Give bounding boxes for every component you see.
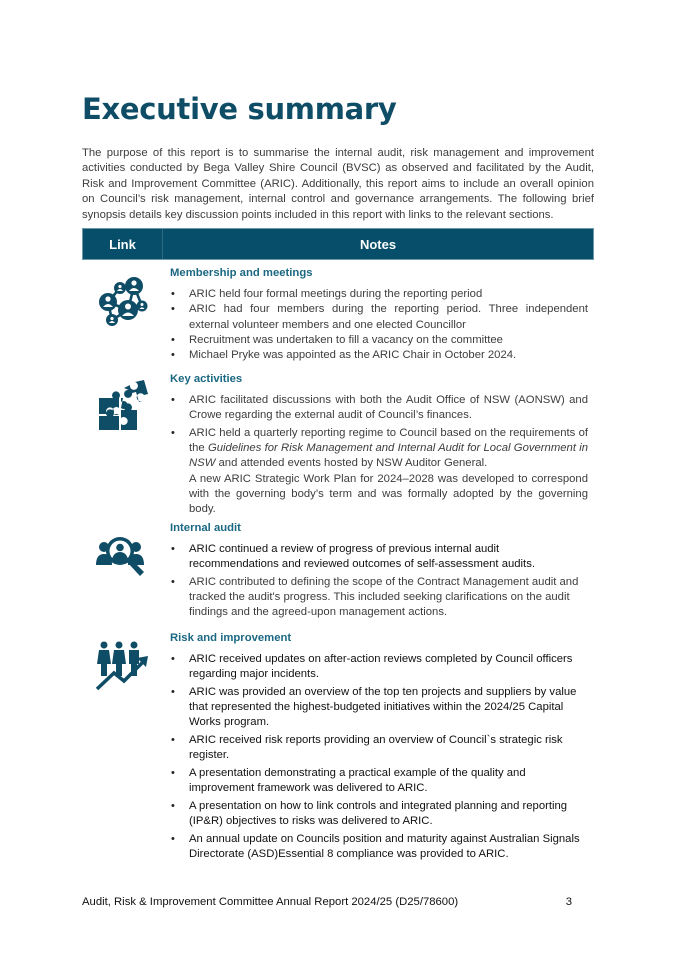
bullet-continuation: A new ARIC Strategic Work Plan for 2024–2028 was developed to correspond with the governing body’s term and was formally adopted by the governing body.	[189, 472, 588, 516]
footer-document-title: Audit, Risk & Improvement Committee Annual Report 2024/25 (D25/78600)	[82, 896, 459, 908]
guidelines-title: Guidelines for Risk Management and Internal Audit for Local Government in NSW	[189, 442, 589, 470]
bullet-text-post: and attended events hosted by NSW Auditor General.	[215, 457, 488, 470]
page-footer	[82, 896, 572, 908]
page-title: Executive summary	[82, 92, 397, 126]
section-link-key-activities[interactable]: Key activities	[170, 373, 243, 385]
people-search-icon[interactable]	[94, 529, 150, 585]
page-number: 3	[565, 896, 572, 908]
intro-paragraph: The purpose of this report is to summarise the internal audit, risk management and improvement activities conducted by Bega Valley Shire Council (BVSC) as observed and facilitated by the Audit, Risk and Improvement Committee (ARIC). Additionally, this report aims to include an overall opinion on Council’s risk management, internal control and governance arrangements. The following brief synopsis details key discussion points included in this report with links to the relevant sections.	[82, 147, 594, 221]
bullet-item: • ARIC held four formal meetings during the reporting period	[170, 287, 588, 302]
bullet-item: • ARIC contributed to defining the scope of the Contract Management audit and tracked the audit's progress. This included seeking clarifications on the audit findings and the agreed-upon management actions.	[170, 575, 588, 621]
bullet-item: • ARIC was provided an overview of the top ten projects and suppliers by value that represented the highest-budgeted initiatives within the 2024/25 Capital Works program.	[170, 685, 588, 731]
team-growth-arrow-icon[interactable]	[94, 639, 150, 695]
notes-risk-improvement	[170, 631, 588, 865]
section-link-membership[interactable]: Membership and meetings	[170, 267, 313, 279]
bullet-text-pre: ARIC held a quarterly reporting regime to Council based on the requirements of the	[189, 426, 588, 455]
bullet-item: • Michael Pryke was appointed as the ARIC Chair in October 2024.	[170, 348, 588, 363]
notes-internal-audit	[170, 521, 588, 623]
notes-key-activities	[170, 372, 588, 520]
bullet-item: • ARIC facilitated discussions with both the Audit Office of NSW (AONSW) and Crowe regarding the external audit of Council’s finances.	[170, 393, 588, 424]
puzzle-pieces-icon[interactable]	[94, 380, 150, 436]
column-header-link: Link	[83, 229, 163, 259]
bullet-item: • ARIC received risk reports providing an overview of Council`s strategic risk register.	[170, 733, 588, 764]
column-header-notes: Notes	[359, 236, 397, 252]
bullet-item: • ARIC received updates on after-action reviews completed by Council officers regarding major incidents.	[170, 652, 588, 683]
bullet-item: • A presentation on how to link controls and integrated planning and reporting (IP&R) objectives to risks was delivered to ARIC.	[170, 799, 588, 830]
section-link-internal-audit[interactable]: Internal audit	[170, 522, 241, 534]
notes-membership	[170, 266, 588, 363]
bullet-item: • Recruitment was undertaken to fill a vacancy on the committee	[170, 333, 588, 348]
bullet-item: • ARIC continued a review of progress of previous internal audit recommendations and reviewed outcomes of self-assessment audits.	[170, 542, 588, 573]
bullet-item: • An annual update on Councils position and maturity against Australian Signals Directorate (ASD)Essential 8 compliance was provided to ARIC.	[170, 832, 588, 863]
section-link-risk-improvement[interactable]: Risk and improvement	[170, 632, 292, 644]
table-header	[82, 228, 594, 260]
people-network-icon[interactable]	[94, 272, 150, 328]
bullet-item: • ARIC had four members during the reporting period. Three independent external volunteer members and one elected Councillor	[170, 302, 588, 333]
bullet-item	[170, 426, 588, 518]
bullet-item: • A presentation demonstrating a practical example of the quality and improvement framework was delivered to ARIC.	[170, 766, 588, 797]
